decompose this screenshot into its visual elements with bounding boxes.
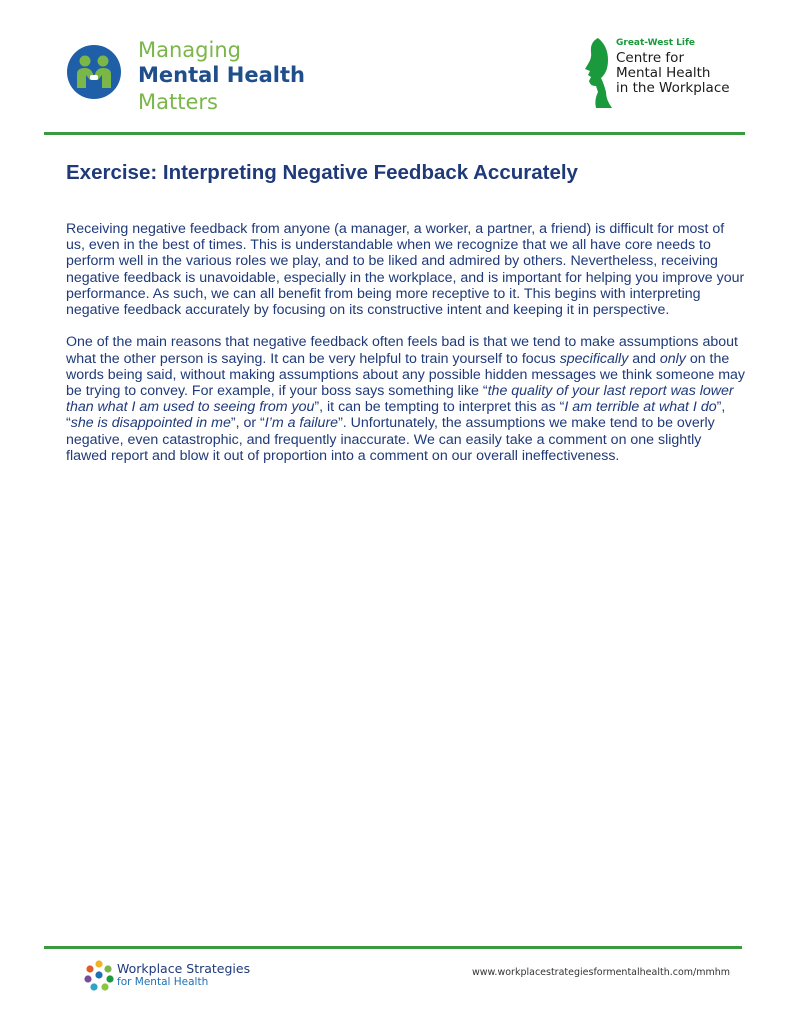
quote-boss-comment: the quality of your last report was lower than what I am used to seeing from you — [66, 383, 734, 416]
handshake-emblem-icon — [66, 44, 122, 100]
colored-dots-icon — [84, 960, 114, 992]
footer-logo-line-2: for Mental Health — [117, 976, 209, 988]
emphasis-only: only — [659, 350, 686, 367]
centre-line-1: Centre for — [616, 50, 684, 66]
centre-line-3: in the Workplace — [616, 80, 730, 96]
great-west-life-centre-logo — [584, 38, 744, 110]
paragraph-1: Receiving negative feedback from anyone (a manager, a worker, a partner, a friend) is difficult for most of us, even in the best of times. This is understandable when we recognize that we all have core needs to perform well in the various roles we play, and to be liked and admired by others. Nevertheless, receiving negative feedback is unavoidable, especially in the workplace, and is important for helping you improve your performance. As such, we can all benefit from being more receptive to it. This begins with interpreting negative feedback accurately by focusing on its constructive intent and keeping it in perspective. — [66, 221, 745, 319]
paragraph-2-text: on the words being said, without making assumptions about any possible hidden messages we think someone may be trying to convey. For example, if your boss says something like “ — [66, 350, 746, 400]
paragraph-2-text: One of the main reasons that negative feedback often feels bad is that we tend to make assumptions about what the other person is saying. It can be very helpful to train yourself to focus — [66, 334, 738, 367]
paragraph-2-text: and — [628, 350, 660, 367]
footer-url-link[interactable]: www.workplacestrategiesformentalhealth.com/mmhm — [472, 967, 731, 978]
quote-terrible: I am terrible at what I do — [564, 399, 717, 416]
great-west-life-label: Great-West Life — [616, 38, 695, 48]
paragraph-2 — [66, 334, 746, 464]
logo-word-managing: Managing — [138, 38, 241, 62]
header-divider — [44, 132, 745, 135]
body-text — [66, 221, 746, 480]
footer-divider — [44, 946, 742, 949]
workplace-strategies-logo — [84, 960, 264, 994]
paragraph-2-text: ”, it can be tempting to interpret this as “ — [314, 399, 565, 416]
page-title: Exercise: Interpreting Negative Feedback Accurately — [66, 161, 578, 184]
face-profile-icon — [584, 38, 612, 108]
footer-logo-line-1: Workplace Strategies — [117, 961, 251, 976]
logo-word-matters: Matters — [138, 90, 218, 114]
emphasis-specifically: specifically — [559, 350, 629, 367]
paragraph-2-text: ”. Unfortunately, the assumptions we make tend to be overly negative, even catastrophic, and frequently inaccurate. We can easily take a comment on one slightly flawed report and blow it out of proportion into a comment on our overall ineffectiveness. — [66, 415, 715, 464]
quote-disappointed: she is disappointed in me — [70, 415, 231, 432]
logo-word-mental-health: Mental Health — [138, 63, 305, 87]
quote-failure: I’m a failure — [264, 415, 339, 432]
paragraph-2-text: ”, or “ — [230, 415, 265, 432]
managing-mental-health-matters-logo — [66, 38, 326, 116]
paragraph-2-text: ”, “ — [66, 399, 726, 432]
centre-line-2: Mental Health — [616, 65, 711, 81]
